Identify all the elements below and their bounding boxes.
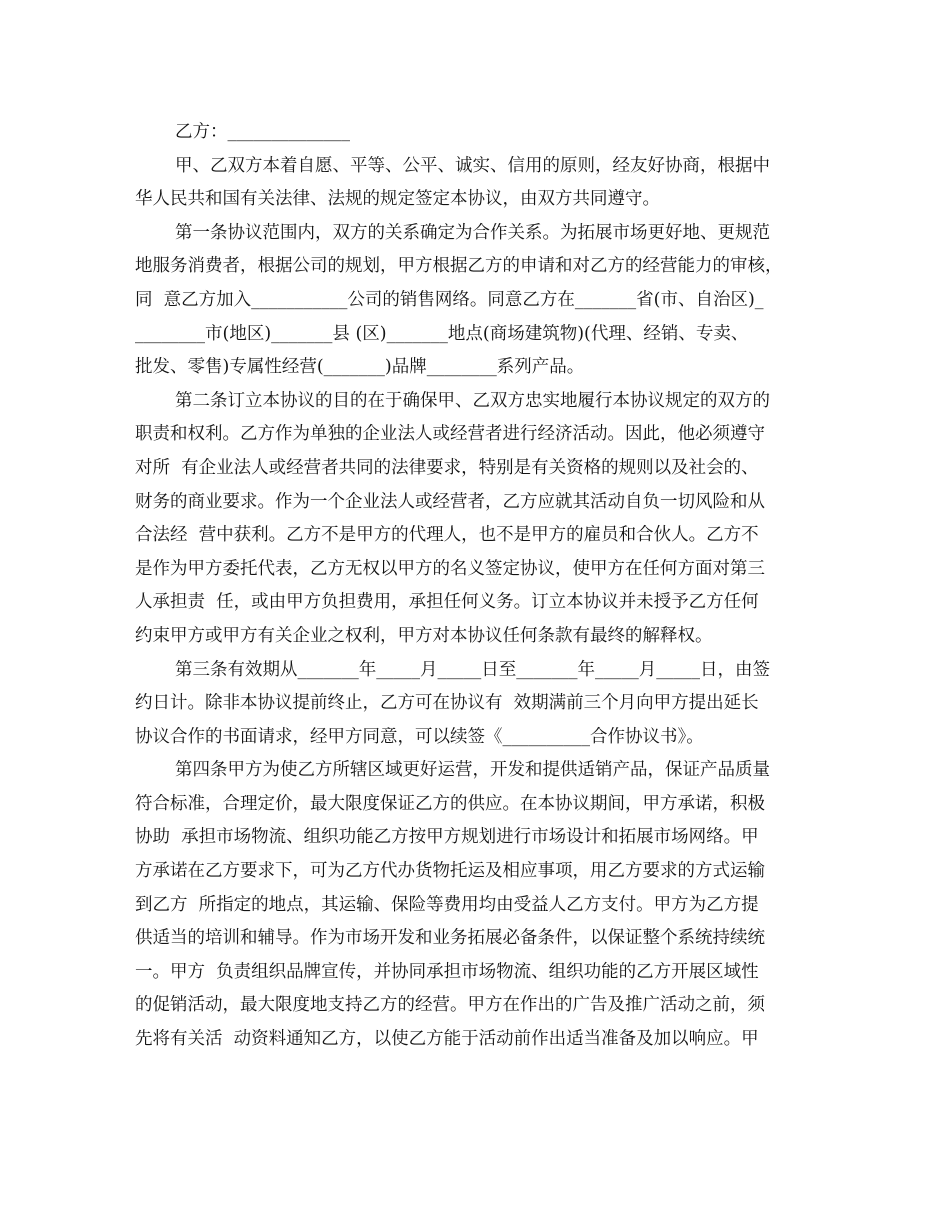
text-line: 约束甲方或甲方有关企业之权利，甲方对本协议任何条款有最终的解释权。 <box>135 625 713 646</box>
text-line: 是作为甲方委托代表，乙方无权以甲方的名义签定协议，使甲方在任何方面对第三 <box>135 558 765 579</box>
party-b-line <box>135 116 825 150</box>
text-line: 批发、零售)专属性经营(_______)品牌________系列产品。 <box>135 357 585 378</box>
text-line: 财务的商业要求。作为一个企业法人或经营者，乙方应就其活动自负一切风险和从 <box>135 491 765 512</box>
article-2-paragraph <box>135 385 825 654</box>
text-line: 对所 有企业法人或经营者共同的法律要求，特别是有关资格的规则以及社会的、 <box>135 457 759 478</box>
text-line: 同 意乙方加入___________公司的销售网络。同意乙方在_______省(市、自治区)_ <box>135 289 764 310</box>
article-4-paragraph <box>135 754 825 1056</box>
text-line: 方承诺在乙方要求下，可为乙方代办货物托运及相应事项，用乙方要求的方式运输 <box>135 861 765 882</box>
text-line: 人承担责 任，或由甲方负担费用，承担任何义务。订立本协议并未授予乙方任何 <box>135 592 759 613</box>
text-line: 约日计。除非本协议提前终止，乙方可在协议有 效期满前三个月向甲方提出延长 <box>135 693 759 714</box>
text-line: 合法经 营中获利。乙方不是甲方的代理人，也不是甲方的雇员和合伙人。乙方不 <box>135 525 759 546</box>
text-line: 第二条订立本协议的目的在于确保甲、乙双方忠实地履行本协议规定的双方的 <box>175 390 770 411</box>
text-line: 符合标准，合理定价，最大限度保证乙方的供应。在本协议期间，甲方承诺，积极 <box>135 793 765 814</box>
text-line: 华人民共和国有关法律、法规的规定签定本协议，由双方共同遵守。 <box>135 189 660 210</box>
text-line: 地服务消费者，根据公司的规划，甲方根据乙方的申请和对乙方的经营能力的审核， <box>135 256 783 277</box>
text-line: 第三条有效期从_______年_____月_____日至_______年_____月_____日，由签 <box>175 659 770 680</box>
text-line: 一。甲方 负责组织品牌宣传，并协同承担市场物流、组织功能的乙方开展区域性 <box>135 961 759 982</box>
text-line: 甲、乙双方本着自愿、平等、公平、诚实、信用的原则，经友好协商，根据中 <box>175 155 770 176</box>
text-line: 协助 承担市场物流、组织功能乙方按甲方规划进行市场设计和拓展市场网络。甲 <box>135 827 759 848</box>
text-line: 第四条甲方为使乙方所辖区域更好运营，开发和提供适销产品，保证产品质量 <box>175 760 770 781</box>
text-line: 乙方：______________ <box>175 122 350 142</box>
preamble-paragraph <box>135 150 825 217</box>
text-line: 先将有关活 动资料通知乙方，以使乙方能于活动前作出适当准备及加以响应。甲 <box>135 1029 759 1050</box>
text-line: 职责和权利。乙方作为单独的企业法人或经营者进行经济活动。因此，他必须遵守 <box>135 424 765 445</box>
text-line: 的促销活动，最大限度地支持乙方的经营。甲方在作出的广告及推广活动之前，须 <box>135 995 765 1016</box>
article-1-paragraph <box>135 217 825 385</box>
text-line: 供适当的培训和辅导。作为市场开发和业务拓展必备条件，以保证整个系统持续统 <box>135 928 765 949</box>
text-line: 协议合作的书面请求，经甲方同意，可以续签《__________合作协议书》。 <box>135 726 704 747</box>
text-line: ________市(地区)_______县 (区)_______地点(商场建筑物)(代理、经销、专卖、 <box>135 323 749 344</box>
document-body <box>135 116 825 1057</box>
text-line: 第一条协议范围内，双方的关系确定为合作关系。为拓展市场更好地、更规范 <box>175 222 770 243</box>
article-3-paragraph <box>135 654 825 755</box>
text-line: 到乙方 所指定的地点，其运输、保险等费用均由受益人乙方支付。甲方为乙方提 <box>135 894 759 915</box>
